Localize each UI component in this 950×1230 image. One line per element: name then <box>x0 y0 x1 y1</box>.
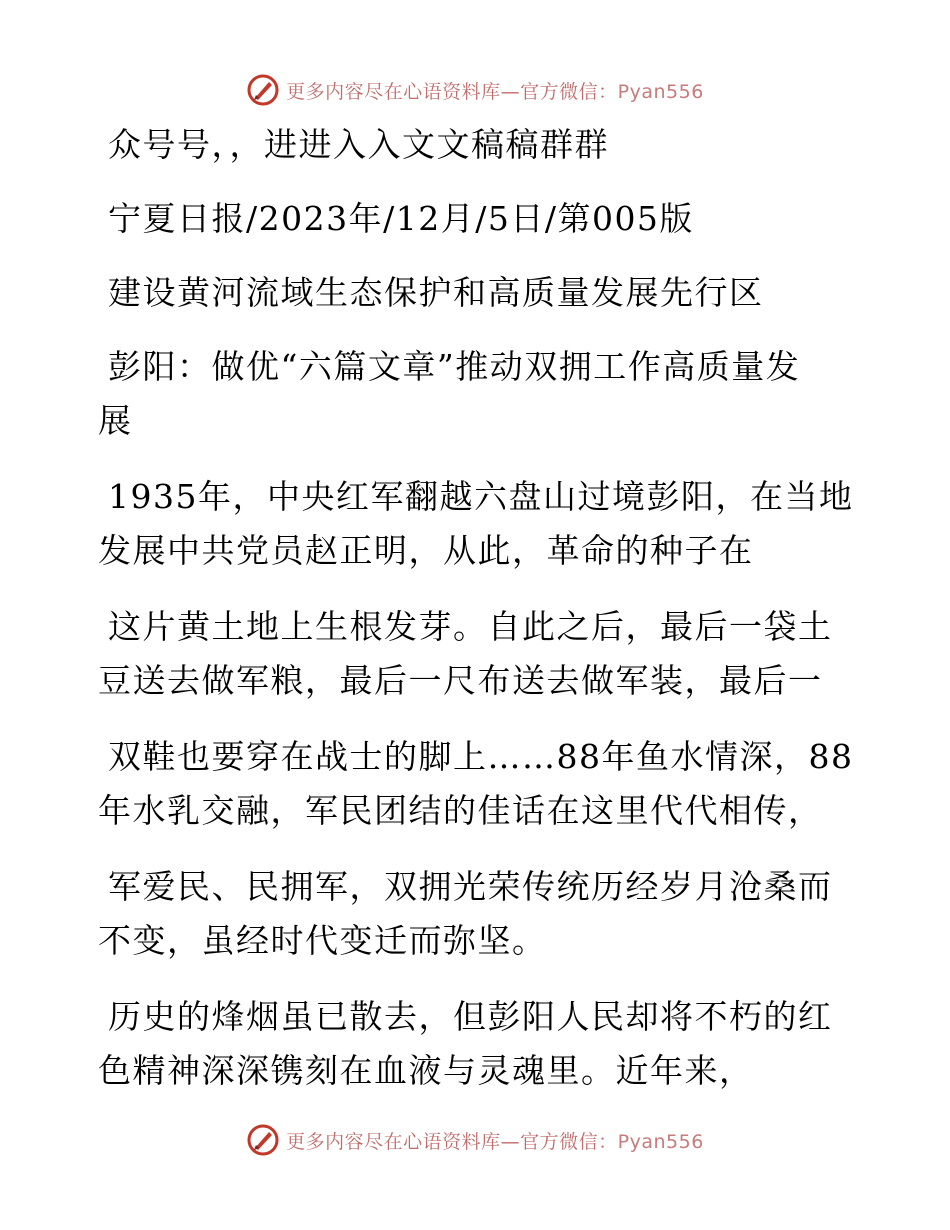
pen-logo-icon <box>246 1123 280 1157</box>
article-headline: 彭阳：做优“六篇文章”推动双拥工作高质量发 展 <box>98 347 801 440</box>
body-paragraph: 军爱民、民拥军，双拥光荣传统历经岁月沧桑而 不变，虽经时代变迁而弥坚。 <box>98 867 833 960</box>
header-watermark <box>0 70 950 110</box>
document-body <box>98 118 854 1098</box>
watermark-text: 更多内容尽在心语资料库—官方微信：Pyan556 <box>286 80 704 103</box>
body-paragraph: 双鞋也要穿在战士的脚上……88年鱼水情深，88 年水乳交融，军民团结的佳话在这里代代相传， <box>98 737 854 830</box>
body-paragraph: 1935年，中央红军翻越六盘山过境彭阳，在当地 发展中共党员赵正明，从此，革命的种子在 <box>98 477 854 570</box>
doc-line-column-title: 建设黄河流域生态保护和高质量发展先行区 <box>108 273 764 312</box>
body-paragraph: 历史的烽烟虽已散去，但彭阳人民却将不朽的红 色精神深深镌刻在血液与灵魂里。近年来， <box>98 997 833 1090</box>
pen-logo-icon <box>246 73 280 107</box>
doc-line-header: 众号号，，进进入入文文稿稿群群 <box>108 125 609 164</box>
footer-watermark <box>0 1120 950 1160</box>
doc-line-source: 宁夏日报/2023年/12月/5日/第005版 <box>108 199 694 238</box>
watermark-text: 更多内容尽在心语资料库—官方微信：Pyan556 <box>286 1130 704 1153</box>
body-paragraph: 这片黄土地上生根发芽。自此之后，最后一袋土 豆送去做军粮，最后一尺布送去做军装，最后一 <box>98 607 833 700</box>
